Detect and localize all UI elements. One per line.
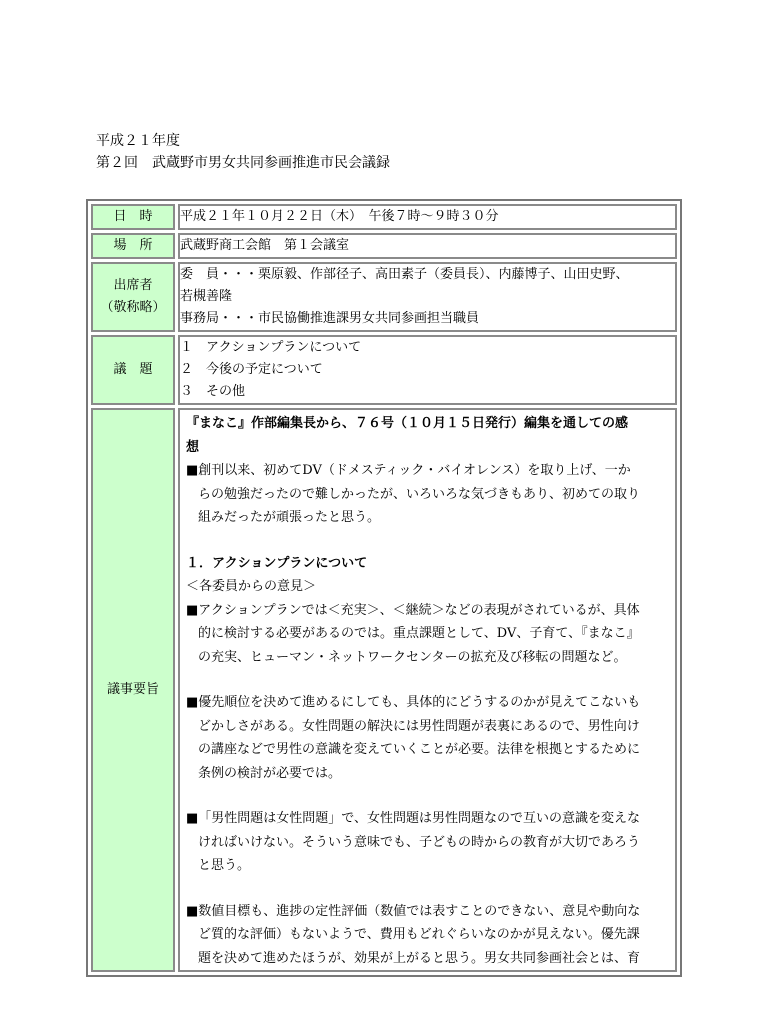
summary-line: ■数値目標も、進捗の定性評価（数値では表すことのできない、意見や動向な — [186, 903, 641, 919]
row-agenda — [91, 335, 677, 405]
summary-opinion — [186, 599, 669, 670]
summary-line: ■「男性問題は女性問題」で、女性問題は男性問題なので互いの意識を変えな — [186, 811, 641, 826]
section-subheading: ＜各委員からの意見＞ — [186, 579, 317, 594]
place-text: 武蔵野商工会館 第１会議室 — [180, 238, 350, 253]
attendees-line: 委 員・・・栗原毅、作部径子、高田素子（委員長）、内藤博子、山田史野、 — [180, 267, 629, 282]
label-attendees-line1: 出席者 — [113, 278, 153, 293]
summary-paragraph-intro — [186, 412, 669, 459]
section-title: １．アクションプランについて — [186, 555, 368, 571]
summary-opinion — [186, 900, 669, 971]
document-header — [96, 130, 390, 174]
label-summary — [91, 408, 175, 972]
label-agenda-text: 議 題 — [113, 362, 153, 377]
summary-line: どかしさがある。女性問題の解決には男性問題が表裏にあるので、男性向け — [198, 718, 640, 734]
label-place — [91, 233, 175, 259]
document-title: 第２回 武蔵野市男女共同参画推進市民会議録 — [96, 155, 390, 171]
summary-line: ど質的な評価）もないようで、費用もどれぐらいなのかが見えない。優先課 — [198, 927, 640, 942]
row-place — [91, 233, 677, 259]
label-attendees-line2: （敬称略） — [100, 300, 166, 315]
value-date — [178, 204, 677, 230]
value-attendees — [178, 262, 677, 332]
summary-line: の充実、ヒューマン・ネットワークセンターの拡充及び移転の問題など。 — [198, 649, 627, 665]
row-attendees — [91, 262, 677, 332]
summary-paragraph-editor-comment — [186, 459, 669, 530]
agenda-item: ３ その他 — [180, 384, 246, 399]
value-place — [178, 233, 677, 259]
summary-line: らの勉強だったので難しかったが、いろいろな気づきもあり、初めての取り — [198, 486, 641, 502]
summary-line: の講座などで男性の意識を変えていくことが必要。法律を根拠とするために — [198, 742, 641, 757]
summary-line: 的に検討する必要があるのでは。重点課題として、DV、子育て、『まなこ』 — [198, 626, 640, 641]
label-agenda — [91, 335, 175, 405]
summary-line: 想 — [186, 439, 200, 455]
summary-line: 組みだったが頑張ったと思う。 — [198, 510, 381, 525]
value-agenda — [178, 335, 677, 405]
summary-line: ければいけない。そういう意味でも、子どもの時からの教育が大切であろう — [198, 834, 641, 850]
date-text: 平成２１年１０月２２日（木） 午後７時～９時３０分 — [180, 209, 499, 224]
summary-opinion — [186, 691, 669, 785]
label-summary-text: 議事要旨 — [106, 682, 159, 697]
row-summary — [91, 408, 677, 972]
agenda-item: ２ 今後の予定について — [180, 362, 323, 377]
summary-line: 題を決めて進めたほうが、効果が上がると思う。男女共同参画社会とは、育 — [198, 950, 641, 966]
value-summary — [178, 408, 677, 972]
summary-line: 条例の検討が必要では。 — [198, 765, 342, 781]
label-attendees — [91, 262, 175, 332]
label-date-text: 日 時 — [113, 209, 153, 224]
label-date — [91, 204, 175, 230]
fiscal-year: 平成２１年度 — [96, 133, 180, 149]
summary-line: ■アクションプランでは＜充実＞、＜継続＞などの表現がされているが、具体 — [186, 602, 640, 618]
minutes-table — [86, 199, 682, 977]
agenda-item: １ アクションプランについて — [180, 340, 362, 355]
row-date — [91, 204, 677, 230]
summary-line: と思う。 — [198, 858, 251, 873]
label-place-text: 場 所 — [113, 238, 153, 253]
summary-line: ■優先順位を決めて進めるにしても、具体的にどうするのかが見えてこないも — [186, 695, 641, 710]
summary-opinion — [186, 807, 669, 878]
attendees-line: 事務局・・・市民協働推進課男女共同参画担当職員 — [180, 311, 480, 326]
attendees-line: 若槻善隆 — [180, 289, 233, 304]
summary-line: ■創刊以来、初めてDV（ドメスティック・バイオレンス）を取り上げ、一か — [186, 463, 631, 478]
summary-line: 『まなこ』作部編集長から、７６号（１０月１５日発行）編集を通しての感 — [186, 416, 629, 431]
